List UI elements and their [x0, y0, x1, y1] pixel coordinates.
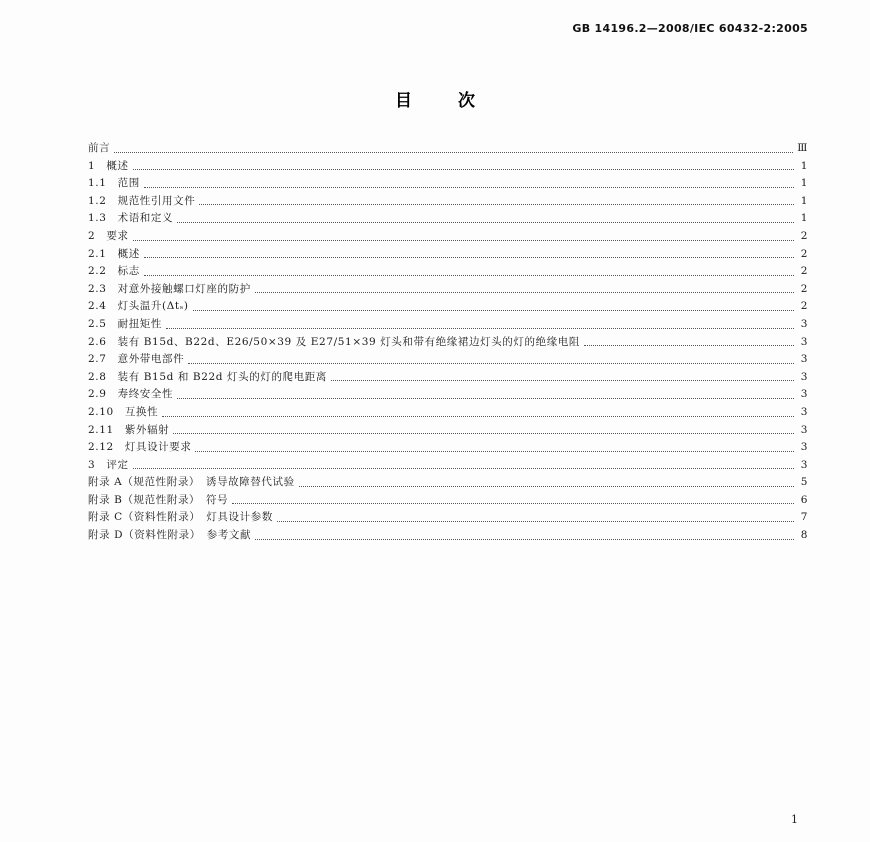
toc-entry[interactable]	[88, 492, 808, 510]
toc-entry[interactable]	[88, 404, 808, 422]
toc-entry-page: 2	[800, 247, 808, 260]
toc-dot-leader	[331, 380, 794, 381]
toc-entry[interactable]	[88, 298, 808, 316]
toc-entry-page: 3	[800, 423, 808, 436]
toc-entry-page: 2	[800, 265, 808, 278]
toc-entry-page: 2	[800, 300, 808, 313]
toc-entry-page: 3	[800, 405, 808, 418]
toc-entry[interactable]	[88, 246, 808, 264]
toc-entry[interactable]	[88, 527, 808, 545]
toc-entry[interactable]	[88, 457, 808, 475]
toc-entry-page: 7	[800, 511, 808, 524]
toc-entry-page: 1	[800, 212, 808, 225]
toc-entry[interactable]	[88, 158, 808, 176]
toc-entry-page: 2	[800, 282, 808, 295]
toc-entry-label: 2.8 装有 B15d 和 B22d 灯头的灯的爬电距离	[88, 370, 327, 383]
toc-entry-label: 附录 B（规范性附录） 符号	[88, 493, 229, 506]
toc-entry-label: 2.5 耐扭矩性	[88, 317, 162, 330]
toc-entry-label: 2 要求	[88, 229, 129, 242]
toc-dot-leader	[133, 169, 794, 170]
toc-entry[interactable]	[88, 422, 808, 440]
toc-entry-label: 2.7 意外带电部件	[88, 353, 185, 366]
toc-entry-page: 3	[800, 441, 808, 454]
toc-entry-page: 3	[800, 370, 808, 383]
toc-entry-page: 8	[800, 529, 808, 542]
toc-entry-page: 3	[800, 353, 808, 366]
toc-entry-label: 2.9 寿终安全性	[88, 388, 174, 401]
page-number: 1	[791, 813, 798, 826]
toc-dot-leader	[188, 363, 794, 364]
toc-entry-label: 附录 D（资料性附录） 参考文献	[88, 529, 252, 542]
toc-entry-label: 2.3 对意外接触螺口灯座的防护	[88, 282, 251, 295]
toc-entry-label: 附录 C（资料性附录） 灯具设计参数	[88, 511, 273, 524]
toc-entry[interactable]	[88, 509, 808, 527]
toc-entry-label: 1.2 规范性引用文件	[88, 194, 196, 207]
toc-dot-leader	[144, 257, 794, 258]
toc-entry[interactable]	[88, 316, 808, 334]
toc-dot-leader	[199, 204, 794, 205]
toc-entry-page: 2	[800, 229, 808, 242]
toc-dot-leader	[133, 240, 794, 241]
toc-dot-leader	[177, 398, 794, 399]
toc-entry-page: 3	[800, 388, 808, 401]
page-title: 目次	[395, 91, 521, 111]
toc-entry[interactable]	[88, 281, 808, 299]
toc-entry-label: 前言	[88, 142, 111, 154]
toc-entry-label: 2.2 标志	[88, 265, 140, 278]
toc-entry-label: 3 评定	[88, 458, 129, 471]
toc-entry-page: 1	[800, 177, 808, 190]
toc-dot-leader	[177, 222, 794, 223]
toc-entry-label: 2.10 互换性	[88, 405, 159, 418]
toc-entry-label: 2.6 装有 B15d、B22d、E26/50×39 及 E27/51×39 灯头和带有绝缘裙边灯头的灯的绝缘电阻	[88, 335, 581, 348]
toc-entry-page: 5	[800, 476, 808, 489]
toc-dot-leader	[162, 416, 794, 417]
toc-entry-label: 2.12 灯具设计要求	[88, 441, 192, 454]
toc-entry-page: 1	[800, 194, 808, 207]
toc-dot-leader	[195, 451, 794, 452]
toc-dot-leader	[299, 486, 794, 487]
toc-entry-page: 6	[800, 493, 808, 506]
toc-dot-leader	[255, 292, 794, 293]
toc-entry-label: 1.3 术语和定义	[88, 212, 174, 225]
toc-entry[interactable]	[88, 193, 808, 211]
toc-entry[interactable]	[88, 140, 808, 158]
toc-entry-page: 3	[800, 458, 808, 471]
toc-dot-leader	[166, 328, 794, 329]
toc-dot-leader	[173, 433, 794, 434]
toc-entry-page: Ⅲ	[797, 142, 808, 154]
toc-entry-label: 2.11 紫外辐射	[88, 423, 170, 436]
toc-entry[interactable]	[88, 386, 808, 404]
toc-entry-label: 2.4 灯头温升(Δtₛ)	[88, 300, 189, 313]
table-of-contents	[88, 140, 808, 545]
toc-dot-leader	[584, 345, 794, 346]
toc-dot-leader	[277, 521, 794, 522]
toc-entry[interactable]	[88, 334, 808, 352]
toc-entry[interactable]	[88, 351, 808, 369]
toc-entry[interactable]	[88, 263, 808, 281]
standard-number: GB 14196.2—2008/IEC 60432-2:2005	[572, 22, 808, 35]
toc-dot-leader	[144, 187, 794, 188]
toc-entry[interactable]	[88, 439, 808, 457]
toc-entry[interactable]	[88, 228, 808, 246]
toc-entry-page: 1	[800, 159, 808, 172]
toc-dot-leader	[133, 468, 794, 469]
toc-entry-label: 2.1 概述	[88, 247, 140, 260]
toc-entry-label: 1 概述	[88, 159, 129, 172]
toc-entry-label: 1.1 范围	[88, 177, 140, 190]
toc-dot-leader	[114, 152, 793, 153]
toc-dot-leader	[255, 539, 794, 540]
toc-dot-leader	[144, 275, 794, 276]
toc-entry-page: 3	[800, 317, 808, 330]
toc-entry[interactable]	[88, 210, 808, 228]
toc-entry[interactable]	[88, 474, 808, 492]
toc-entry-label: 附录 A（规范性附录） 诱导故障替代试验	[88, 476, 295, 489]
toc-dot-leader	[193, 310, 794, 311]
toc-entry-page: 3	[800, 335, 808, 348]
toc-dot-leader	[232, 503, 794, 504]
toc-entry[interactable]	[88, 175, 808, 193]
toc-entry[interactable]	[88, 369, 808, 387]
